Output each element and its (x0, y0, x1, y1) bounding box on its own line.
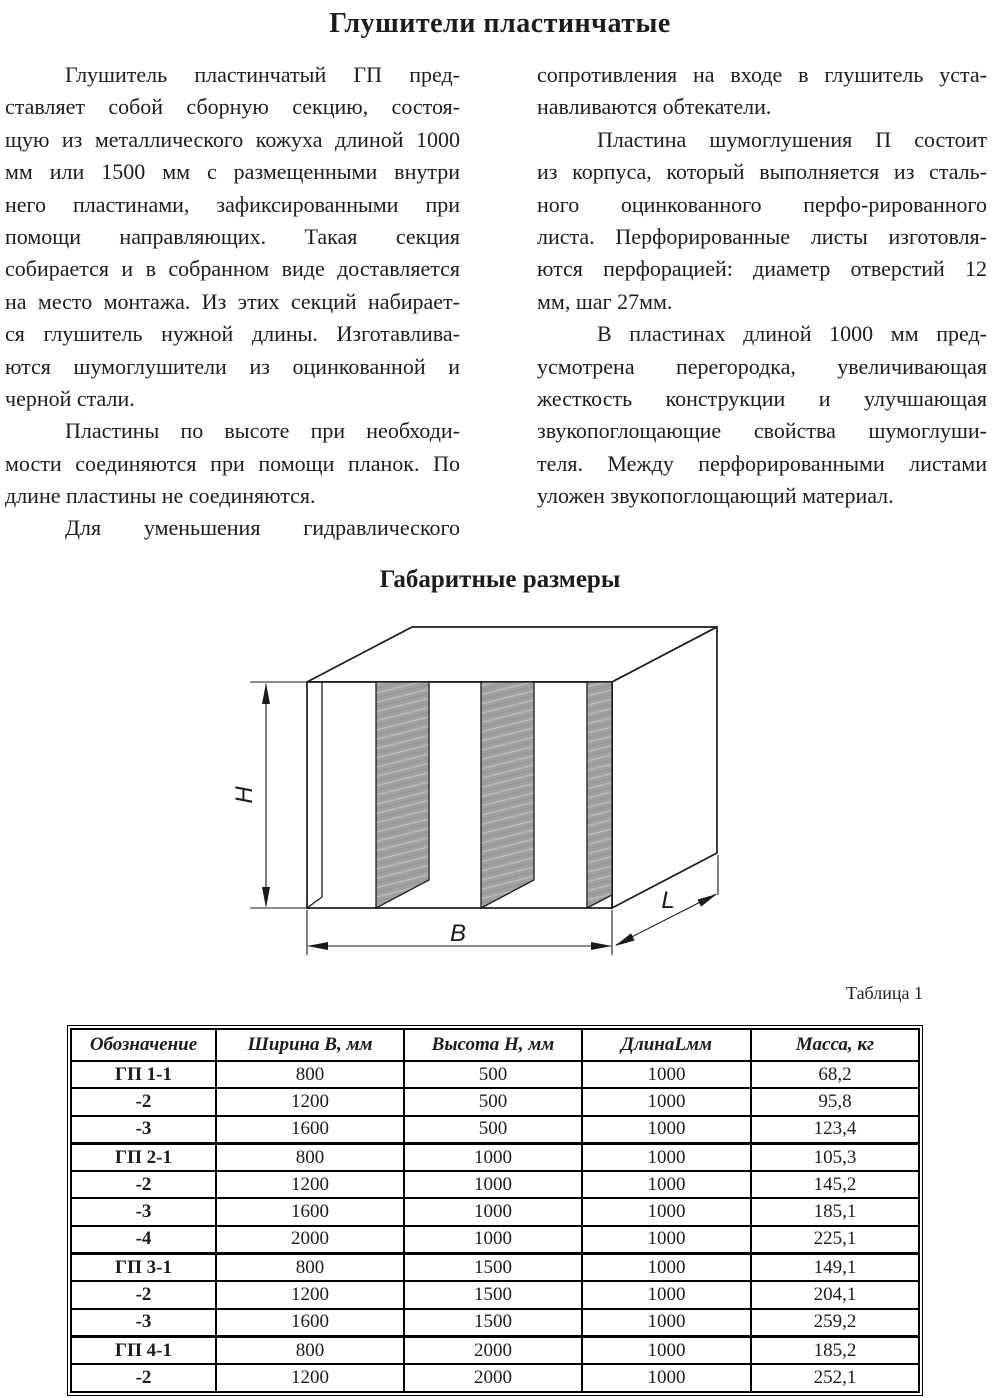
dimensions-table (70, 1028, 920, 1393)
cell-mass: 95,8 (751, 1088, 919, 1115)
text-line: жесткость конструкции и улучшающая (537, 385, 987, 411)
text-line: ются перфорацией: диаметр отверстий 12 (537, 256, 987, 282)
text-line: помощи направляющих. Такая секция (5, 223, 460, 249)
cell-designation: ГП 1-1 (71, 1061, 216, 1088)
table-row (71, 1309, 919, 1337)
text-line: на место монтажа. Из этих секций набирает- (5, 288, 460, 314)
text-line: Глушитель пластинчатый ГП пред- (65, 62, 460, 87)
cell-designation: -3 (71, 1309, 216, 1337)
cell-designation: -2 (71, 1171, 216, 1198)
cell-length-l: 1000 (582, 1143, 751, 1171)
cell-mass: 123,4 (751, 1116, 919, 1144)
text-line: ся глушитель нужной длины. Изготавлива- (5, 321, 460, 347)
text-line: В пластинах длиной 1000 мм пред- (597, 321, 987, 347)
table-header-cell: Ширина В, мм (216, 1029, 404, 1061)
cell-height-h: 500 (404, 1116, 582, 1144)
cell-height-h: 500 (404, 1088, 582, 1115)
cell-width-b: 800 (216, 1143, 404, 1171)
text-line: сопротивления на входе в глушитель уста- (537, 62, 987, 87)
cell-length-l: 1000 (582, 1061, 751, 1088)
table-header-cell: Обозначение (71, 1029, 216, 1061)
table-row (71, 1088, 919, 1115)
table-row (71, 1198, 919, 1225)
text-line: листа. Перфорированные листы изготовля- (537, 223, 987, 249)
cell-width-b: 1200 (216, 1364, 404, 1391)
cell-height-h: 500 (404, 1061, 582, 1088)
cell-designation: -3 (71, 1198, 216, 1225)
table-header-cell: Высота Н, мм (404, 1029, 582, 1061)
text-line: Пластины по высоте при необходи- (65, 418, 460, 444)
cell-length-l: 1000 (582, 1198, 751, 1225)
text-line: уложен звукопоглощающий материал. (537, 483, 894, 509)
cell-width-b: 1600 (216, 1198, 404, 1225)
text-line: мм или 1500 мм с размещенными внутри (5, 159, 460, 185)
cell-width-b: 800 (216, 1061, 404, 1088)
cell-height-h: 2000 (404, 1364, 582, 1391)
cell-designation: ГП 4-1 (71, 1336, 216, 1364)
text-line: щую из металлического кожуха длиной 1000 (5, 126, 460, 152)
dimension-h (250, 682, 307, 908)
text-line: теля. Между перфорированными листами (537, 450, 987, 476)
silencer-isometric-drawing (228, 598, 758, 988)
cell-length-l: 1000 (582, 1336, 751, 1364)
arrowhead-right (591, 942, 612, 950)
table-row (71, 1281, 919, 1308)
cell-height-h: 1000 (404, 1171, 582, 1198)
text-line: собирается и в собранном виде доставляется (5, 256, 460, 282)
arrowhead-down (262, 887, 270, 908)
page-title: Глушители пластинчатые (329, 8, 671, 39)
cell-width-b: 1600 (216, 1309, 404, 1337)
text-column-right (537, 59, 987, 512)
arrowhead-far (697, 894, 717, 907)
table-header-cell: ДлинаLмм (582, 1029, 751, 1061)
cell-width-b: 1200 (216, 1171, 404, 1198)
table-body (71, 1061, 919, 1392)
cell-mass: 252,1 (751, 1364, 919, 1391)
cell-designation: -2 (71, 1364, 216, 1391)
cell-length-l: 1000 (582, 1116, 751, 1144)
table-row (71, 1226, 919, 1254)
cell-designation: ГП 3-1 (71, 1254, 216, 1282)
cell-mass: 185,1 (751, 1198, 919, 1225)
label-length-l: L (661, 887, 675, 914)
cell-length-l: 1000 (582, 1364, 751, 1391)
cell-length-l: 1000 (582, 1226, 751, 1254)
hatched-plate (587, 682, 612, 908)
cell-length-l: 1000 (582, 1088, 751, 1115)
text-line: Для уменьшения гидравлического (65, 515, 460, 541)
text-line: навливаются обтекатели. (537, 94, 772, 120)
cell-designation: -2 (71, 1281, 216, 1308)
cell-mass: 204,1 (751, 1281, 919, 1308)
dimensions-figure (228, 598, 758, 993)
text-line: ного оцинкованного перфо-рированного (537, 191, 987, 217)
table-head (71, 1029, 919, 1061)
hatched-plate (481, 682, 534, 908)
cell-height-h: 1500 (404, 1309, 582, 1337)
cell-height-h: 1000 (404, 1143, 582, 1171)
table-row (71, 1061, 919, 1088)
cell-length-l: 1000 (582, 1309, 751, 1337)
cell-designation: -4 (71, 1226, 216, 1254)
table-row (71, 1171, 919, 1198)
text-line: ставляет собой сборную секцию, состоя- (5, 94, 460, 120)
cell-length-l: 1000 (582, 1171, 751, 1198)
table-header-cell: Масса, кг (751, 1029, 919, 1061)
cell-designation: -3 (71, 1116, 216, 1144)
casing-front-face (307, 682, 612, 908)
table-row (71, 1116, 919, 1144)
cell-height-h: 1500 (404, 1281, 582, 1308)
text-line: мм, шаг 27мм. (537, 288, 673, 314)
text-line: Пластина шумоглушения П состоит (597, 126, 987, 152)
arrowhead-near (615, 933, 635, 946)
text-column-left (5, 59, 460, 545)
cell-mass: 225,1 (751, 1226, 919, 1254)
text-line: черной стали. (5, 385, 135, 411)
cell-width-b: 2000 (216, 1226, 404, 1254)
cell-mass: 185,2 (751, 1336, 919, 1364)
cell-designation: ГП 2-1 (71, 1143, 216, 1171)
cell-height-h: 2000 (404, 1336, 582, 1364)
table-row (71, 1254, 919, 1282)
text-line: усмотрена перегородка, увеличивающая (537, 353, 987, 379)
label-height-h: H (231, 786, 258, 804)
arrowhead-left (307, 942, 328, 950)
cell-length-l: 1000 (582, 1281, 751, 1308)
text-line: звукопоглощающие свойства шумоглуши- (537, 418, 987, 444)
cell-width-b: 1200 (216, 1281, 404, 1308)
text-line: мости соединяются при помощи планок. По (5, 450, 460, 476)
table-row (71, 1364, 919, 1391)
cell-mass: 68,2 (751, 1061, 919, 1088)
table-row (71, 1336, 919, 1364)
cell-height-h: 1000 (404, 1226, 582, 1254)
table-header-row (71, 1029, 919, 1061)
cell-width-b: 800 (216, 1336, 404, 1364)
cell-height-h: 1500 (404, 1254, 582, 1282)
cell-mass: 149,1 (751, 1254, 919, 1282)
hatched-plate (376, 682, 429, 908)
table-row (71, 1143, 919, 1171)
text-line: ются шумоглушители из оцинкованной и (5, 353, 460, 379)
figure-title: Габаритные размеры (379, 566, 621, 593)
arrowhead-up (262, 683, 270, 704)
cell-mass: 145,2 (751, 1171, 919, 1198)
cell-width-b: 800 (216, 1254, 404, 1282)
text-line: длине пластины не соединяются. (5, 483, 316, 509)
cell-mass: 105,3 (751, 1143, 919, 1171)
cell-height-h: 1000 (404, 1198, 582, 1225)
cell-width-b: 1600 (216, 1116, 404, 1144)
text-line: из корпуса, который выполняется из сталь- (537, 159, 987, 185)
label-width-b: B (449, 920, 467, 947)
cell-length-l: 1000 (582, 1254, 751, 1282)
cell-designation: -2 (71, 1088, 216, 1115)
table-caption: Таблица 1 (846, 983, 923, 1003)
text-line: него пластинами, зафиксированными при (5, 191, 460, 217)
cell-width-b: 1200 (216, 1088, 404, 1115)
cell-mass: 259,2 (751, 1309, 919, 1337)
